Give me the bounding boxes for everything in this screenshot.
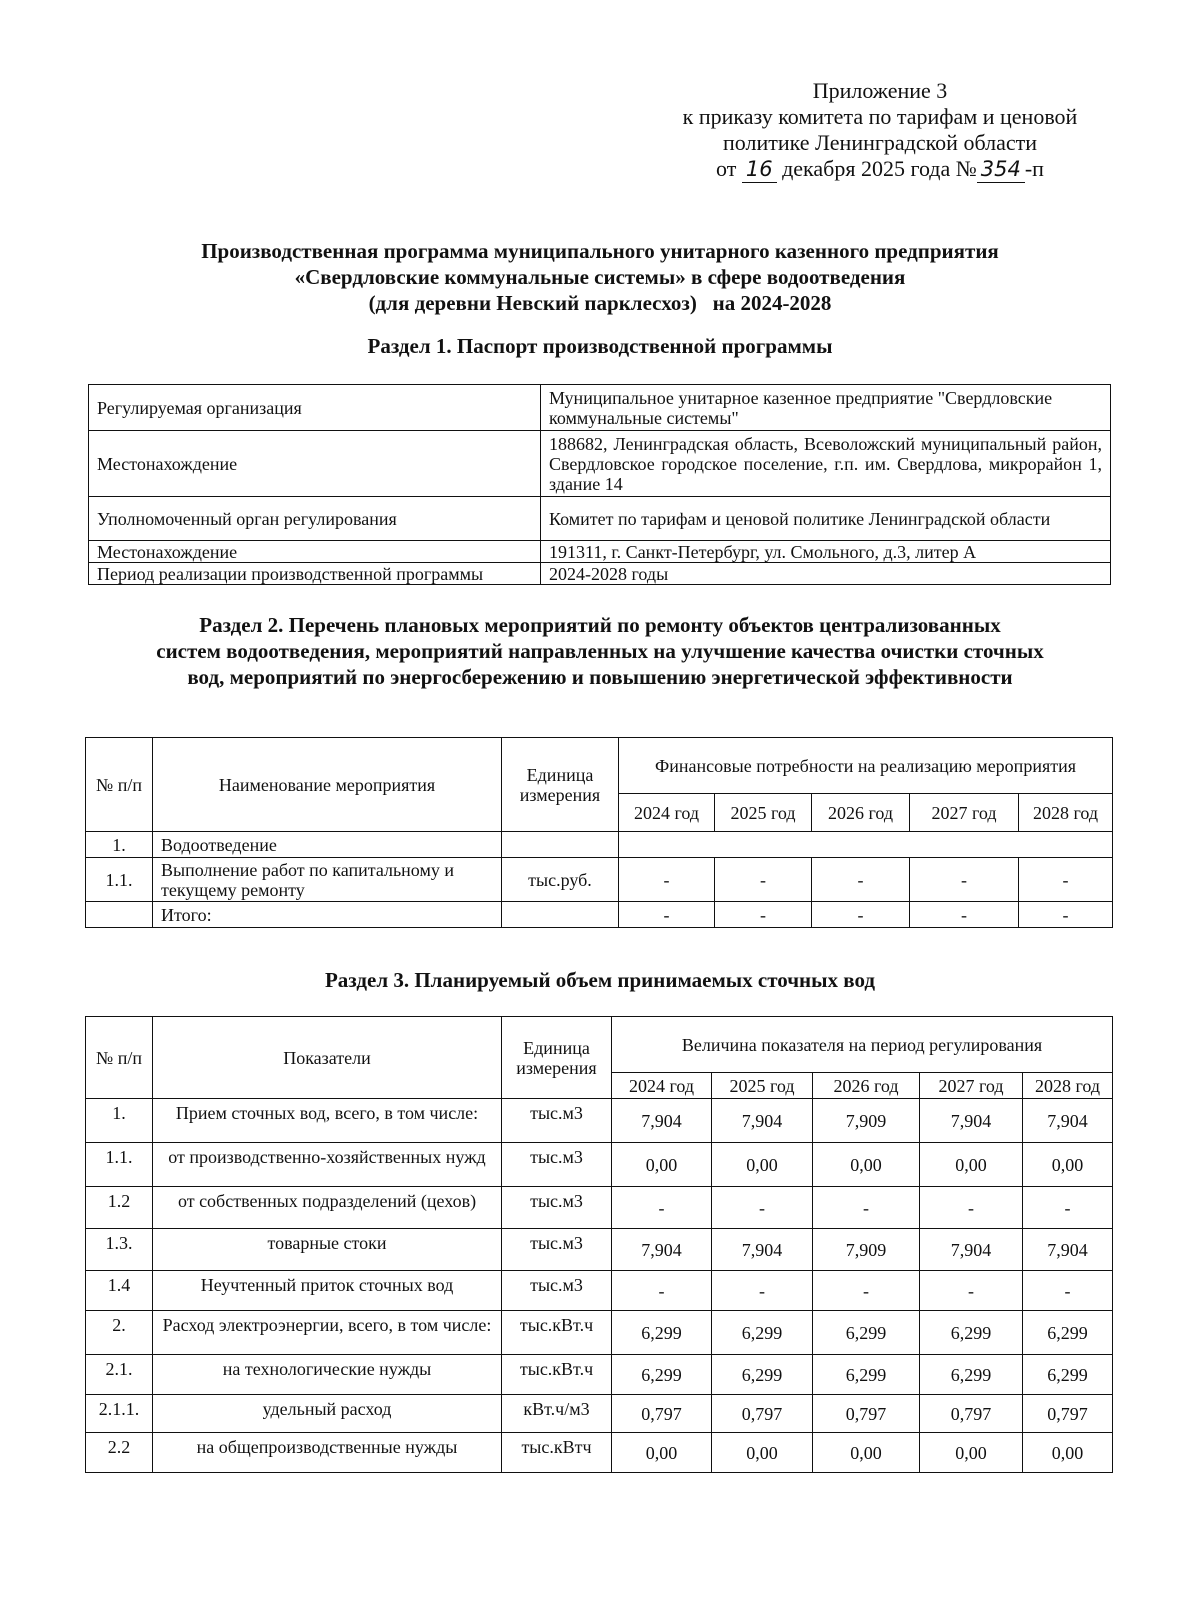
row-value: - <box>1023 1271 1113 1311</box>
row-num: 2. <box>86 1311 153 1355</box>
row-value: - <box>712 1187 813 1229</box>
wastewater-table <box>85 1016 1113 1473</box>
row-unit: тыс.кВтч <box>502 1433 612 1473</box>
row-unit: тыс.м3 <box>502 1099 612 1143</box>
section-2-title-line-1: Раздел 2. Перечень плановых мероприятий по ремонту объектов централизованных <box>199 613 1001 637</box>
row-value: 6,299 <box>712 1311 813 1355</box>
row-num: 1. <box>86 832 153 858</box>
table-row <box>86 858 1113 902</box>
row-value: 0,00 <box>813 1433 920 1473</box>
table-row <box>86 1143 1113 1187</box>
row-unit: тыс.кВт.ч <box>502 1311 612 1355</box>
row-value: - <box>910 858 1019 902</box>
column-header-year: 2028 год <box>1019 794 1113 832</box>
row-value: 6,299 <box>1023 1355 1113 1395</box>
column-header-year: 2026 год <box>813 1073 920 1099</box>
column-header-year: 2024 год <box>612 1073 712 1099</box>
table-row <box>86 1099 1113 1143</box>
row-num: 1.3. <box>86 1229 153 1271</box>
table-row <box>86 1271 1113 1311</box>
column-header-num: № п/п <box>86 738 153 832</box>
row-unit: тыс.руб. <box>502 858 619 902</box>
column-header-year: 2025 год <box>715 794 812 832</box>
passport-value: Комитет по тарифам и ценовой политике Ленинградской области <box>541 497 1111 541</box>
row-num: 1.2 <box>86 1187 153 1229</box>
row-value: 6,299 <box>612 1355 712 1395</box>
row-value: - <box>619 858 715 902</box>
column-header-unit: Единица измерения <box>502 738 619 832</box>
passport-value: 188682, Ленинградская область, Всеволожский муниципальный район, Свердловское городское поселение, г.п. им. Свердлова, микрорайон 1, здание 14 <box>541 431 1111 497</box>
row-value: - <box>910 902 1019 928</box>
row-name: Расход электроэнергии, всего, в том числе: <box>153 1311 502 1355</box>
row-value: 0,797 <box>920 1395 1023 1433</box>
row-value: 7,904 <box>612 1099 712 1143</box>
passport-value: 191311, г. Санкт-Петербург, ул. Смольного, д.3, литер А <box>541 541 1111 563</box>
section-2-title-line-3: вод, мероприятий по энергосбережению и повышению энергетической эффективности <box>187 665 1013 689</box>
row-value: - <box>812 858 910 902</box>
row-value: 7,909 <box>813 1229 920 1271</box>
row-name: Выполнение работ по капитальному и текущему ремонту <box>153 858 502 902</box>
column-header-year: 2027 год <box>920 1073 1023 1099</box>
row-num: 1.1. <box>86 1143 153 1187</box>
row-value: - <box>920 1187 1023 1229</box>
measures-table <box>85 737 1113 928</box>
row-empty-values <box>619 832 1113 858</box>
passport-label: Уполномоченный орган регулирования <box>89 497 541 541</box>
table-row <box>86 1433 1113 1473</box>
section-2-title <box>60 612 1140 690</box>
section-2-title-line-2: систем водоотведения, мероприятий направленных на улучшение качества очистки сточных <box>156 639 1044 663</box>
row-name: на технологические нужды <box>153 1355 502 1395</box>
row-value: - <box>1019 858 1113 902</box>
row-name: Водоотведение <box>153 832 502 858</box>
order-day: 16 <box>742 156 777 183</box>
table-row <box>89 541 1111 563</box>
row-name: от собственных подразделений (цехов) <box>153 1187 502 1229</box>
table-row <box>89 431 1111 497</box>
table-row <box>86 1229 1113 1271</box>
row-value: - <box>1023 1187 1113 1229</box>
document-title <box>60 238 1140 316</box>
table-row <box>89 497 1111 541</box>
row-value: 6,299 <box>1023 1311 1113 1355</box>
row-num: 1.1. <box>86 858 153 902</box>
row-num: 1.4 <box>86 1271 153 1311</box>
row-value: 6,299 <box>813 1311 920 1355</box>
row-value: 7,904 <box>712 1099 813 1143</box>
row-value: 7,904 <box>920 1229 1023 1271</box>
row-value: - <box>813 1271 920 1311</box>
row-value: 0,00 <box>712 1143 813 1187</box>
row-name: Итого: <box>153 902 502 928</box>
column-header-finance: Финансовые потребности на реализацию мероприятия <box>619 738 1113 794</box>
column-header-year: 2026 год <box>812 794 910 832</box>
appendix-title: Приложение 3 <box>812 78 948 103</box>
row-value: - <box>715 902 812 928</box>
row-value: 0,00 <box>920 1433 1023 1473</box>
row-value: 6,299 <box>612 1311 712 1355</box>
appendix-line-2: политике Ленинградской области <box>722 130 1037 155</box>
row-name: от производственно-хозяйственных нужд <box>153 1143 502 1187</box>
appendix-date-line <box>640 156 1120 183</box>
appendix-block <box>640 78 1120 183</box>
column-header-year: 2027 год <box>910 794 1019 832</box>
row-value: 0,00 <box>1023 1143 1113 1187</box>
order-number: 354 <box>977 156 1025 183</box>
row-unit: тыс.м3 <box>502 1229 612 1271</box>
row-unit: тыс.кВт.ч <box>502 1355 612 1395</box>
date-prefix: от <box>716 156 737 181</box>
table-row <box>89 563 1111 585</box>
row-value: 6,299 <box>813 1355 920 1395</box>
row-value: 0,00 <box>1023 1433 1113 1473</box>
row-value: 6,299 <box>920 1311 1023 1355</box>
row-value: - <box>712 1271 813 1311</box>
row-name: удельный расход <box>153 1395 502 1433</box>
passport-label: Местонахождение <box>89 541 541 563</box>
row-value: - <box>1019 902 1113 928</box>
row-name: на общепроизводственные нужды <box>153 1433 502 1473</box>
column-header-year: 2024 год <box>619 794 715 832</box>
row-unit: тыс.м3 <box>502 1271 612 1311</box>
row-num: 2.1.1. <box>86 1395 153 1433</box>
column-header-unit: Единица измерения <box>502 1017 612 1099</box>
title-line-3: (для деревни Невский парклесхоз) на 2024-2028 <box>368 291 832 315</box>
table-row <box>86 1187 1113 1229</box>
section-1-title: Раздел 1. Паспорт производственной программы <box>367 334 833 358</box>
row-value: - <box>813 1187 920 1229</box>
row-value: 6,299 <box>712 1355 813 1395</box>
column-header-num: № п/п <box>86 1017 153 1099</box>
row-num <box>86 902 153 928</box>
row-value: - <box>612 1271 712 1311</box>
row-value: 0,00 <box>612 1143 712 1187</box>
row-value: 7,904 <box>712 1229 813 1271</box>
row-value: 0,797 <box>712 1395 813 1433</box>
row-value: 0,00 <box>813 1143 920 1187</box>
passport-table <box>88 384 1111 585</box>
row-value: 7,904 <box>1023 1099 1113 1143</box>
row-unit: тыс.м3 <box>502 1143 612 1187</box>
row-num: 2.2 <box>86 1433 153 1473</box>
row-unit: тыс.м3 <box>502 1187 612 1229</box>
row-value: 0,00 <box>612 1433 712 1473</box>
passport-value: Муниципальное унитарное казенное предприятие "Свердловские коммунальные системы" <box>541 385 1111 431</box>
row-value: 0,797 <box>1023 1395 1113 1433</box>
row-name: товарные стоки <box>153 1229 502 1271</box>
row-num: 2.1. <box>86 1355 153 1395</box>
date-middle: декабря 2025 года № <box>782 156 977 181</box>
table-row <box>86 902 1113 928</box>
table-row <box>86 1311 1113 1355</box>
column-header-year: 2025 год <box>712 1073 813 1099</box>
title-line-2: «Свердловские коммунальные системы» в сфере водоотведения <box>294 265 906 289</box>
column-header-name: Наименование мероприятия <box>153 738 502 832</box>
row-value: 6,299 <box>920 1355 1023 1395</box>
row-name: Прием сточных вод, всего, в том числе: <box>153 1099 502 1143</box>
section-3-title: Раздел 3. Планируемый объем принимаемых сточных вод <box>324 968 876 992</box>
number-suffix: -п <box>1024 156 1044 181</box>
passport-label: Регулируемая организация <box>89 385 541 431</box>
table-row <box>86 1395 1113 1433</box>
passport-label: Местонахождение <box>89 431 541 497</box>
row-value: 0,797 <box>612 1395 712 1433</box>
row-value: 7,904 <box>920 1099 1023 1143</box>
row-unit <box>502 832 619 858</box>
row-value: - <box>619 902 715 928</box>
row-value: - <box>920 1271 1023 1311</box>
row-value: - <box>715 858 812 902</box>
row-value: - <box>812 902 910 928</box>
row-name: Неучтенный приток сточных вод <box>153 1271 502 1311</box>
table-header-row <box>86 738 1113 794</box>
table-row <box>89 385 1111 431</box>
row-value: 7,904 <box>612 1229 712 1271</box>
row-unit <box>502 902 619 928</box>
row-value: 0,00 <box>920 1143 1023 1187</box>
column-header-name: Показатели <box>153 1017 502 1099</box>
table-row <box>86 1355 1113 1395</box>
table-row <box>86 832 1113 858</box>
column-header-period: Величина показателя на период регулирования <box>612 1017 1113 1073</box>
row-value: 7,904 <box>1023 1229 1113 1271</box>
column-header-year: 2028 год <box>1023 1073 1113 1099</box>
row-value: - <box>612 1187 712 1229</box>
row-value: 7,909 <box>813 1099 920 1143</box>
row-value: 0,00 <box>712 1433 813 1473</box>
row-unit: кВт.ч/м3 <box>502 1395 612 1433</box>
row-value: 0,797 <box>813 1395 920 1433</box>
passport-label: Период реализации производственной программы <box>89 563 541 585</box>
table-header-row <box>86 1017 1113 1073</box>
row-num: 1. <box>86 1099 153 1143</box>
passport-value: 2024-2028 годы <box>541 563 1111 585</box>
appendix-line-1: к приказу комитета по тарифам и ценовой <box>682 104 1078 129</box>
title-line-1: Производственная программа муниципального унитарного казенного предприятия <box>201 239 999 263</box>
